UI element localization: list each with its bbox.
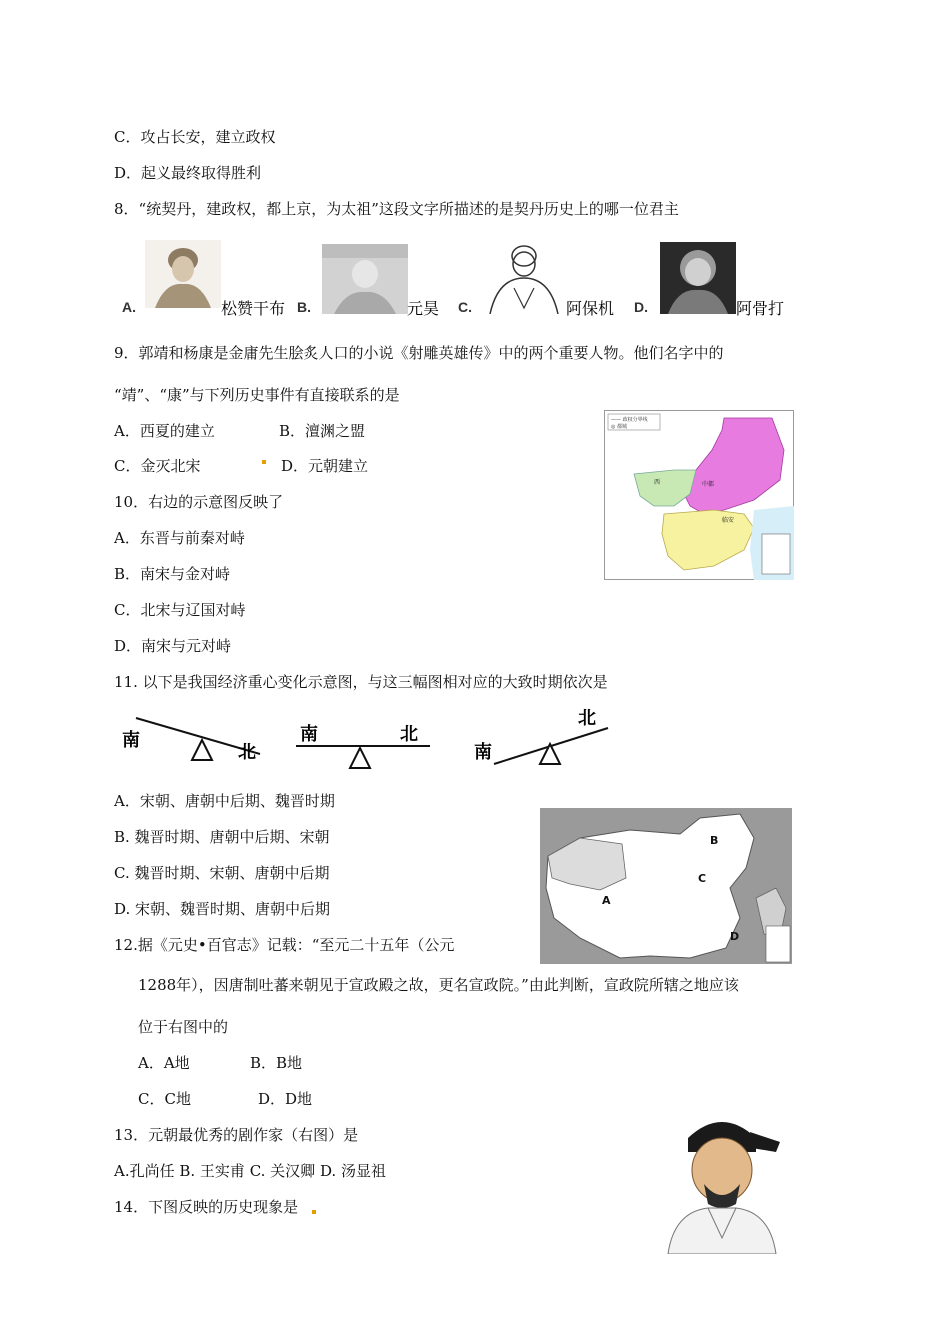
q14-stem: 14．下图反映的历史现象是 [114, 1198, 299, 1216]
portrait-yuanhao [322, 244, 408, 314]
q11-stem: 11. 以下是我国经济重心变化示意图，与这三幅图相对应的大致时期依次是 [114, 673, 608, 691]
q8-option-b-name: 元昊 [407, 301, 440, 318]
lever-diagram-2 [290, 712, 440, 772]
lever-diagram-3 [470, 700, 620, 772]
q11-option-a: A．宋朝、唐朝中后期、魏晋时期 [114, 792, 335, 810]
q12-stem-line1: 12.据《元史•百官志》记载：“至元二十五年（公元 [114, 936, 455, 954]
q13-stem: 13．元朝最优秀的剧作家（右图）是 [114, 1126, 359, 1144]
q12-option-d: D．D地 [258, 1090, 313, 1108]
portrait-aguda [660, 242, 736, 314]
q12-option-b: B．B地 [250, 1054, 303, 1072]
map-label-d: D [730, 930, 740, 943]
stray-dot-2 [312, 1210, 316, 1214]
q9-option-d: D．元朝建立 [281, 457, 369, 475]
portrait-songzanganbu [145, 240, 221, 308]
q10-option-b: B．南宋与金对峙 [114, 565, 231, 583]
lever-diagram-1 [120, 712, 270, 772]
stray-dot [262, 460, 266, 464]
q13-options: A.孔尚任 B. 王实甫 C. 关汉卿 D. 汤显祖 [114, 1162, 386, 1180]
portrait-abaoji [484, 238, 564, 314]
q8-option-a-name: 松赞干布 [221, 301, 286, 318]
lever1-north: 北 [238, 742, 256, 763]
map-label-c: C [698, 872, 707, 885]
q10-option-a: A．东晋与前秦对峙 [114, 529, 245, 547]
q10-stem: 10．右边的示意图反映了 [114, 493, 284, 511]
map-label-zhongdu: 中都 [702, 481, 715, 488]
q12-option-c: C．C地 [138, 1090, 191, 1108]
map-label-a: A [602, 894, 611, 907]
q8-option-d-name: 阿骨打 [736, 301, 785, 318]
q8-option-c-name: 阿保机 [566, 301, 615, 318]
map-legend-border: —— 政权分界线 [611, 417, 648, 423]
q10-option-d: D．南宋与元对峙 [114, 637, 232, 655]
q11-option-b: B. 魏晋时期、唐朝中后期、宋朝 [114, 828, 330, 846]
q8-stem: 8．“统契丹，建政权，都上京，为太祖”这段文字所描述的是契丹历史上的哪一位君主 [114, 200, 679, 218]
map-label-linan: 临安 [722, 517, 735, 524]
q9-stem-line1: 9．郭靖和杨康是金庸先生脍炙人口的小说《射雕英雄传》中的两个重要人物。他们名字中的 [114, 344, 724, 362]
q8-option-c-letter: C. [458, 299, 472, 315]
q12-stem-line3: 位于右图中的 [138, 1018, 229, 1036]
map-legend-capital: ◎ 都城 [611, 424, 627, 430]
q8-option-b-letter: B. [297, 299, 311, 315]
q11-option-c: C. 魏晋时期、宋朝、唐朝中后期 [114, 864, 330, 882]
q9-option-c: C．金灭北宋 [114, 457, 201, 475]
q7-option-c: C．攻占长安，建立政权 [114, 128, 276, 146]
q9-option-b: B．澶渊之盟 [279, 422, 366, 440]
song-jin-map [604, 410, 794, 580]
portrait-guan-hanqing [652, 1108, 792, 1254]
lever3-north: 北 [578, 708, 596, 729]
q11-option-d: D. 宋朝、魏晋时期、唐朝中后期 [114, 900, 331, 918]
lever1-south: 南 [122, 730, 140, 751]
lever2-south: 南 [300, 724, 318, 745]
map-label-b: B [710, 834, 719, 847]
q8-option-a-letter: A. [122, 299, 136, 315]
map-label-xixia: 西 [654, 479, 661, 486]
q9-option-a: A．西夏的建立 [114, 422, 215, 440]
q8-option-d-letter: D. [634, 299, 648, 315]
lever2-north: 北 [400, 724, 418, 745]
q12-stem-line2: 1288年），因唐制吐蕃来朝见于宣政殿之故，更名宣政院。”由此判断，宣政院所辖之地应该 [138, 976, 739, 994]
q7-option-d: D．起义最终取得胜利 [114, 164, 262, 182]
q12-option-a: A．A地 [138, 1054, 190, 1072]
q9-stem-line2: “靖”、“康”与下列历史事件有直接联系的是 [114, 386, 400, 404]
q10-option-c: C．北宋与辽国对峙 [114, 601, 246, 619]
yuan-dynasty-map [540, 808, 792, 964]
lever3-south: 南 [474, 742, 492, 763]
